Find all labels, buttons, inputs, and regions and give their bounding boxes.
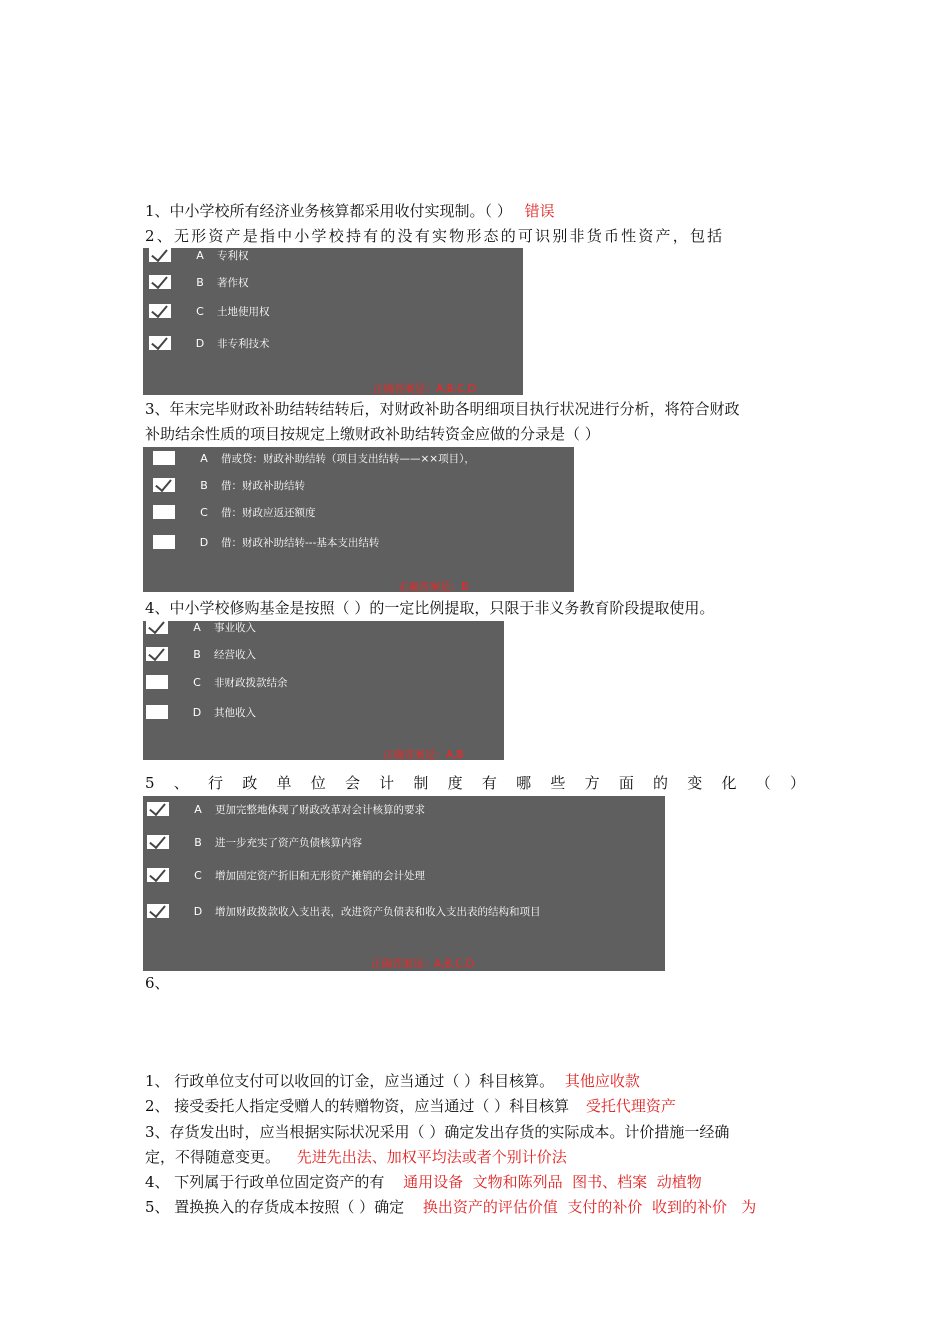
option-a[interactable]: [143, 798, 425, 820]
question-2-text: 2、无形资产是指中小学校持有的没有实物形态的可识别非货币性资产，包括: [145, 227, 725, 245]
option-letter: C: [193, 675, 201, 689]
option-d[interactable]: [143, 332, 270, 354]
checkbox-unchecked-icon[interactable]: [146, 705, 168, 719]
option-d[interactable]: [143, 531, 379, 553]
q5-char: 单: [276, 774, 292, 792]
option-letter: D: [193, 904, 203, 918]
q5-char: 有: [481, 774, 497, 792]
option-letter: B: [193, 647, 201, 661]
option-c[interactable]: [143, 671, 288, 693]
option-letter: B: [200, 478, 208, 492]
option-text: 专利权: [217, 249, 249, 262]
correct-answer-label: 正确答案是：A,B: [383, 749, 464, 760]
option-a[interactable]: [143, 248, 249, 266]
q5-char: 的: [653, 774, 669, 792]
q5-char: 哪: [516, 774, 532, 792]
option-text: 著作权: [217, 276, 249, 289]
q5-char: 、: [173, 774, 189, 792]
option-b[interactable]: [143, 643, 256, 665]
correct-answer-label: 正确答案是：B: [398, 581, 469, 592]
question-5-text: [145, 772, 805, 794]
option-letter: A: [193, 621, 201, 634]
option-b[interactable]: [143, 831, 362, 853]
option-letter: A: [200, 451, 208, 465]
q5-char: 会: [344, 774, 360, 792]
question-1-text: 1、中小学校所有经济业务核算都采用收付实现制。（ ）: [145, 202, 512, 220]
option-text: 土地使用权: [217, 305, 270, 318]
option-letter: B: [194, 835, 202, 849]
question-6-text: 6、: [145, 974, 170, 992]
option-b[interactable]: [143, 271, 249, 293]
option-c[interactable]: [143, 300, 270, 322]
option-text: 借或贷：财政补助结转（项目支出结转——××项目），: [221, 452, 475, 465]
q5-char: 计: [379, 774, 395, 792]
checkbox-unchecked-icon[interactable]: [146, 675, 168, 689]
checkbox-checked-icon[interactable]: [147, 904, 169, 918]
part2-question-2: [145, 1095, 676, 1117]
checkbox-checked-icon[interactable]: [149, 275, 171, 289]
part2-question-3-answer: 先进先出法、加权平均法或者个别计价法: [296, 1148, 567, 1166]
option-letter: A: [194, 802, 202, 816]
checkbox-unchecked-icon[interactable]: [153, 535, 175, 549]
checkbox-checked-icon[interactable]: [149, 304, 171, 318]
part2-question-3-line1: 3、存货发出时，应当根据实际状况采用（ ）确定发出存货的实际成本。计价措施一经确: [145, 1123, 730, 1141]
part2-question-1-text: 1、 行政单位支付可以收回的订金，应当通过（ ）科目核算。: [145, 1072, 555, 1090]
option-letter: A: [196, 248, 204, 262]
q5-char: 化: [721, 774, 737, 792]
q5-char: 面: [618, 774, 634, 792]
q5-char: 方: [584, 774, 600, 792]
checkbox-checked-icon[interactable]: [147, 868, 169, 882]
option-text: 增加固定资产折旧和无形资产摊销的会计处理: [215, 869, 425, 882]
part2-question-2-text: 2、 接受委托人指定受赠人的转赠物资，应当通过（ ）科目核算: [145, 1097, 570, 1115]
question-2-options-panel: [143, 248, 523, 395]
part2-question-3-text: 定，不得随意变更。: [145, 1148, 281, 1166]
part2-question-3-line2: [145, 1146, 567, 1168]
checkbox-unchecked-icon[interactable]: [153, 505, 175, 519]
option-letter: C: [194, 868, 202, 882]
option-letter: B: [196, 275, 204, 289]
part2-question-1: [145, 1070, 640, 1092]
part2-question-4-text: 4、 下列属于行政单位固定资产的有: [145, 1173, 385, 1191]
option-text: 借：财政补助结转: [221, 479, 305, 492]
question-5-options-panel: [143, 796, 665, 971]
q5-char: 制: [413, 774, 429, 792]
option-d[interactable]: [143, 900, 541, 922]
question-4-options-panel: [143, 621, 504, 760]
q5-char: 5: [145, 774, 155, 792]
part2-question-4: [145, 1171, 702, 1193]
option-text: 非专利技术: [217, 337, 270, 350]
option-text: 借：财政应返还额度: [221, 506, 316, 519]
question-1-answer: 错误: [524, 202, 555, 220]
question-3-text-line1: 3、年末完毕财政补助结转结转后，对财政补助各明细项目执行状况进行分析，将符合财政: [145, 400, 740, 418]
option-b[interactable]: [143, 474, 305, 496]
option-c[interactable]: [143, 501, 316, 523]
q5-char: 位: [310, 774, 326, 792]
option-letter: D: [199, 535, 209, 549]
q5-char: 些: [550, 774, 566, 792]
option-a[interactable]: [143, 447, 475, 469]
checkbox-checked-icon[interactable]: [149, 248, 171, 262]
checkbox-unchecked-icon[interactable]: [153, 451, 175, 465]
checkbox-checked-icon[interactable]: [146, 621, 168, 634]
q5-char: 行: [208, 774, 224, 792]
correct-answer-label: 正确答案是：A,B,C,D: [373, 383, 476, 395]
q5-char: 政: [242, 774, 258, 792]
checkbox-checked-icon[interactable]: [149, 336, 171, 350]
option-d[interactable]: [143, 701, 256, 723]
option-text: 经营收入: [214, 648, 256, 661]
option-letter: D: [192, 705, 202, 719]
part2-question-2-answer: 受托代理资产: [585, 1097, 676, 1115]
option-letter: C: [196, 304, 204, 318]
part2-question-5-text: 5、 置换换入的存货成本按照（ ）确定: [145, 1198, 405, 1216]
option-text: 其他收入: [214, 706, 256, 719]
question-1: [145, 200, 555, 222]
option-text: 事业收入: [214, 621, 256, 634]
option-letter: C: [200, 505, 208, 519]
part2-question-4-answer: 通用设备 文物和陈列品 图书、档案 动植物: [403, 1173, 702, 1191]
checkbox-checked-icon[interactable]: [146, 647, 168, 661]
correct-answer-label: 正确答案是：A,B,C,D: [371, 958, 474, 970]
option-text: 非财政拨款结余: [214, 676, 288, 689]
checkbox-checked-icon[interactable]: [147, 835, 169, 849]
part2-question-1-answer: 其他应收款: [564, 1072, 640, 1090]
option-text: 借：财政补助结转---基本支出结转: [221, 536, 380, 549]
part2-question-5-answer: 换出资产的评估价值 支付的补价 收到的补价 为: [422, 1198, 757, 1216]
q5-char: 度: [447, 774, 463, 792]
option-a[interactable]: [143, 621, 256, 638]
question-4-text: 4、中小学校修购基金是按照（ ）的一定比例提取，只限于非义务教育阶段提取使用。: [145, 599, 715, 617]
question-3-options-panel: [143, 447, 574, 592]
option-text: 增加财政拨款收入支出表，改进资产负债表和收入支出表的结构和项目: [215, 905, 541, 918]
option-c[interactable]: [143, 864, 425, 886]
q5-char: ）: [789, 774, 805, 792]
checkbox-checked-icon[interactable]: [147, 802, 169, 816]
option-text: 进一步充实了资产负债核算内容: [215, 836, 362, 849]
checkbox-checked-icon[interactable]: [153, 478, 175, 492]
q5-char: （: [755, 774, 771, 792]
part2-question-5: [145, 1196, 756, 1218]
q5-char: 变: [687, 774, 703, 792]
option-text: 更加完整地体现了财政改革对会计核算的要求: [215, 803, 425, 816]
question-3-text-line2: 补助结余性质的项目按规定上缴财政补助结转资金应做的分录是（ ）: [145, 425, 600, 443]
option-letter: D: [195, 336, 205, 350]
